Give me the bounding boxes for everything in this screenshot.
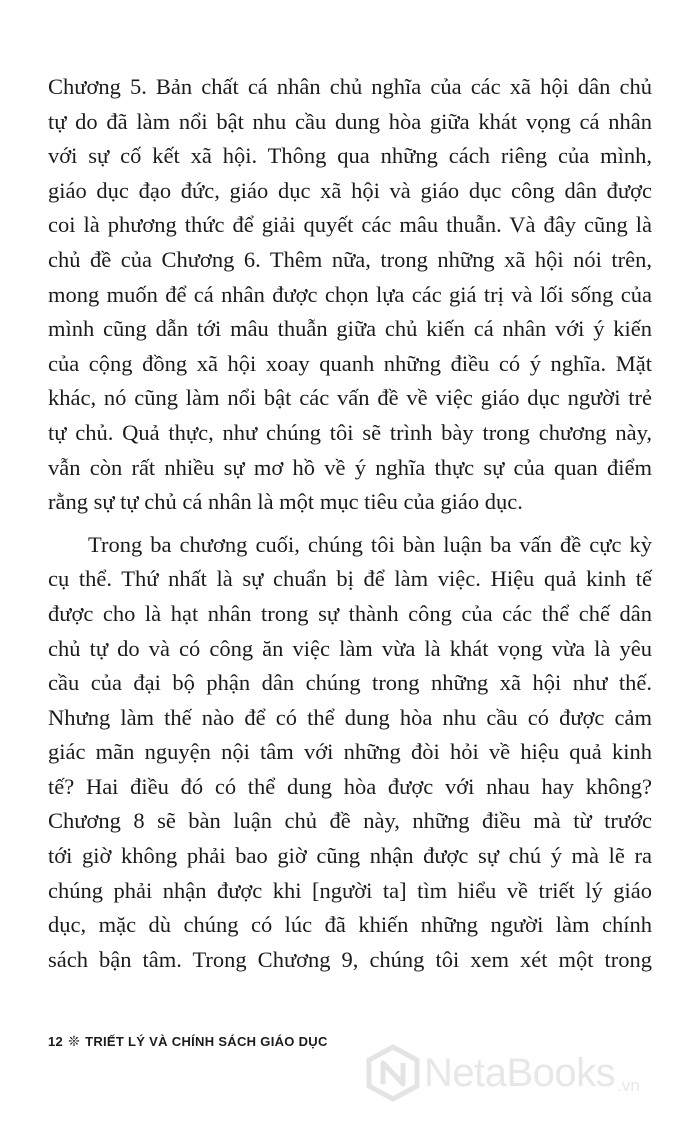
text-line: sách bận tâm. Trong Chương 9, chúng tôi xem xét một trong [48, 946, 652, 972]
text-line: chủ đề của Chương 6. Thêm nữa, trong những xã hội nói trên, [48, 246, 652, 272]
text-line: giáo dục đạo đức, giáo dục xã hội và giáo dục công dân được [48, 177, 652, 203]
text-line-indented: Trong ba chương cuối, chúng tôi bàn luận ba vấn đề cực kỳ [88, 531, 652, 557]
text-line: rằng sự tự chủ cá nhân là một mục tiêu của giáo dục. [48, 489, 523, 515]
paragraph-2 [48, 528, 652, 978]
page-number: 12 [48, 1034, 64, 1049]
text-line: chủ tự do và có công ăn việc làm vừa là khát vọng vừa là yêu [48, 635, 652, 661]
text-line: mong muốn để cá nhân được chọn lựa các giá trị và lối sống của [48, 281, 652, 307]
running-title: TRIẾT LÝ VÀ CHÍNH SÁCH GIÁO DỤC [85, 1034, 328, 1049]
text-line: Chương 5. Bản chất cá nhân chủ nghĩa của các xã hội dân chủ [48, 74, 652, 99]
paragraph-1 [48, 70, 652, 520]
netabooks-logo-icon [366, 1044, 420, 1102]
text-line: cầu của đại bộ phận dân chúng trong những xã hội như thế. [48, 670, 652, 696]
separator-ornament-icon: ❊ [68, 1033, 81, 1049]
text-line: của cộng đồng xã hội xoay quanh những điều có ý nghĩa. Mặt [48, 350, 652, 376]
text-line: tế? Hai điều đó có thể dung hòa được với nhau hay không? [48, 773, 652, 799]
text-line: được cho là hạt nhân trong sự thành công của các thể chế dân [48, 600, 652, 626]
text-line: dục, mặc dù chúng có lúc đã khiến những người làm chính [48, 912, 652, 938]
text-line: giác mãn nguyện nội tâm với những đòi hỏi về hiệu quả kinh [48, 739, 652, 765]
text-line: khác, nó cũng làm nổi bật các vấn đề về việc giáo dục người trẻ [48, 385, 652, 411]
text-line: tới giờ không phải bao giờ cũng nhận được sự chú ý mà lẽ ra [48, 843, 652, 869]
text-line: tự chủ. Quả thực, như chúng tôi sẽ trình bày trong chương này, [48, 419, 652, 445]
page-footer [48, 1033, 328, 1050]
text-line: cụ thể. Thứ nhất là sự chuẩn bị để làm việc. Hiệu quả kinh tế [48, 566, 652, 592]
text-line: mình cũng dẫn tới mâu thuẫn giữa chủ kiến cá nhân với ý kiến [48, 316, 652, 342]
text-line: coi là phương thức để giải quyết các mâu thuẫn. Và đây cũng là [48, 212, 652, 238]
text-line: với sự cố kết xã hội. Thông qua những cách riêng của mình, [48, 143, 652, 169]
watermark-brand: NetaBooks [424, 1051, 616, 1095]
watermark [366, 1044, 640, 1102]
body-text [48, 70, 652, 977]
watermark-domain: .vn [617, 1076, 640, 1095]
paragraph-gap [48, 520, 652, 528]
text-line: chúng phải nhận được khi [người ta] tìm hiểu về triết lý giáo [48, 877, 652, 903]
text-line: Nhưng làm thế nào để có thể dung hòa nhu cầu có được cảm [48, 704, 652, 730]
text-line: tự do đã làm nổi bật nhu cầu dung hòa giữa khát vọng cá nhân [48, 108, 652, 134]
text-line: Chương 8 sẽ bàn luận chủ đề này, những điều mà từ trước [48, 808, 652, 834]
text-line: vẫn còn rất nhiều sự mơ hồ về ý nghĩa thực sự của quan điểm [48, 454, 652, 480]
